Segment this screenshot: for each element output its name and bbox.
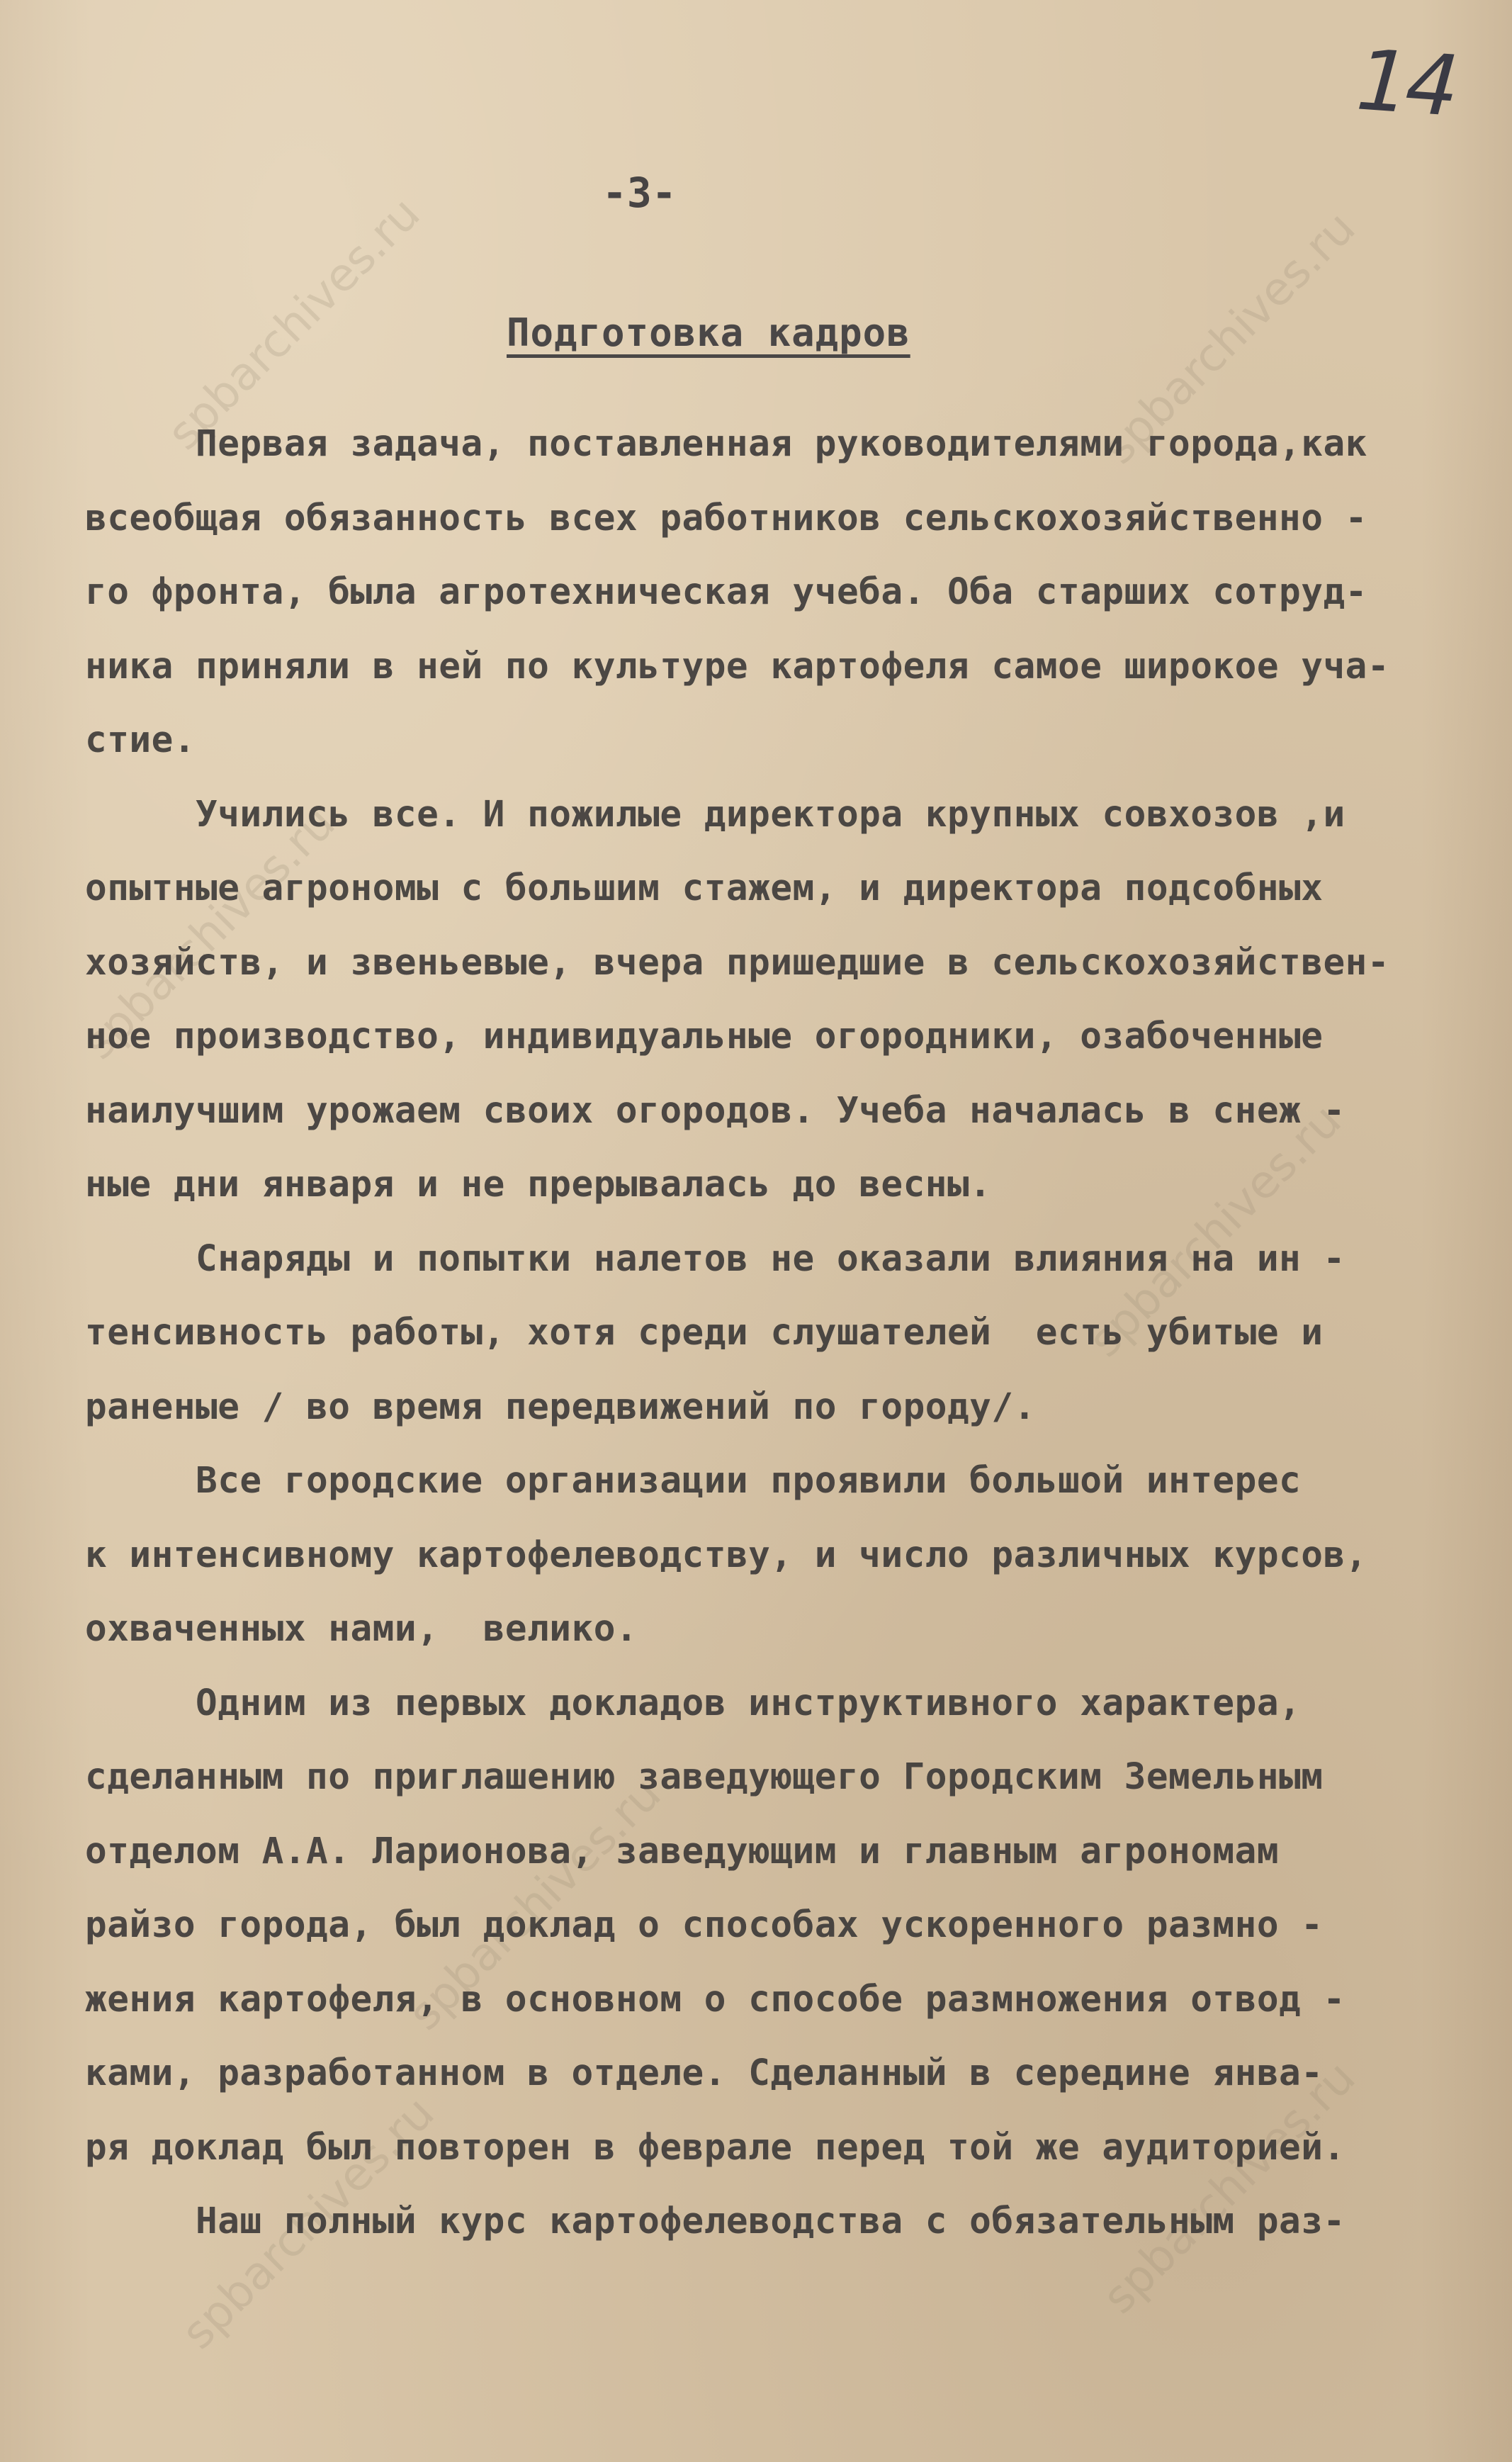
text-line: тенсивность работы, хотя среди слушателей есть убитые и <box>85 1312 1324 1354</box>
text-line: ками, разработанном в отделе. Сделанный в середине янва- <box>85 2052 1324 2094</box>
text-line: сделанным по приглашению заведующего Городским Земельным <box>85 1756 1324 1798</box>
text-line: ря доклад был повторен в феврале перед той же аудиторией. <box>85 2126 1345 2169</box>
text-line: раненые / во время передвижений по городу/. <box>85 1385 1036 1428</box>
page-number: -3- <box>602 169 677 217</box>
section-heading: Подготовка кадров <box>507 310 910 355</box>
text-line: Снаряды и попытки налетов не оказали влияния на ин - <box>85 1237 1345 1280</box>
text-line: Все городские организации проявили большой интерес <box>85 1460 1302 1502</box>
text-line: ное производство, индивидуальные огородники, озабоченные <box>85 1016 1324 1057</box>
text-line: к интенсивному картофелеводству, и число различных курсов, <box>85 1534 1367 1576</box>
text-line: Наш полный курс картофелеводства с обязательным раз- <box>85 2200 1345 2242</box>
watermark: spbarchives.ru <box>1093 201 1366 475</box>
text-line: охваченных нами, велико. <box>85 1608 638 1650</box>
watermark: spbarchives.ru <box>1078 1094 1352 1368</box>
watermark: spbarchives.ru <box>157 187 431 461</box>
text-line: наилучшим урожаем своих огородов. Учеба началась в снеж - <box>85 1089 1345 1132</box>
text-line: ные дни января и не прерывалась до весны. <box>85 1164 992 1205</box>
watermark: spbarchives.ru <box>171 2086 445 2360</box>
text-line: го фронта, была агротехническая учеба. Оба старших сотруд- <box>85 571 1367 613</box>
watermark: spbarchives.ru <box>398 1767 672 2041</box>
text-line: опытные агрономы с большим стажем, и директора подсобных <box>85 867 1324 909</box>
text-line: Учились все. И пожилые директора крупных совхозов ,и <box>85 793 1345 836</box>
archive-sheet-number: 14 <box>1353 30 1458 135</box>
text-line: жения картофеля, в основном о способе размножения отвод - <box>85 1978 1345 2020</box>
body-text <box>85 407 1474 2259</box>
text-line: всеобщая обязанность всех работников сельскохозяйственно - <box>85 497 1367 539</box>
text-line: райзо города, был доклад о способах ускоренного размно - <box>85 1904 1324 1946</box>
text-line: отделом А.А. Ларионова, заведующим и главным агрономам <box>85 1830 1280 1872</box>
watermark: spbarchives.ru <box>72 797 346 1070</box>
text-line: ника приняли в ней по культуре картофеля самое широкое уча- <box>85 645 1390 687</box>
text-line: стие. <box>85 719 196 761</box>
watermark: spbarchives.ru <box>1093 2051 1366 2325</box>
text-line: Одним из первых докладов инструктивного характера, <box>85 1682 1302 1724</box>
text-line: Первая задача, поставленная руководителями города,как <box>85 423 1367 465</box>
text-line: хозяйств, и звеньевые, вчера пришедшие в сельскохозяйствен- <box>85 941 1390 984</box>
